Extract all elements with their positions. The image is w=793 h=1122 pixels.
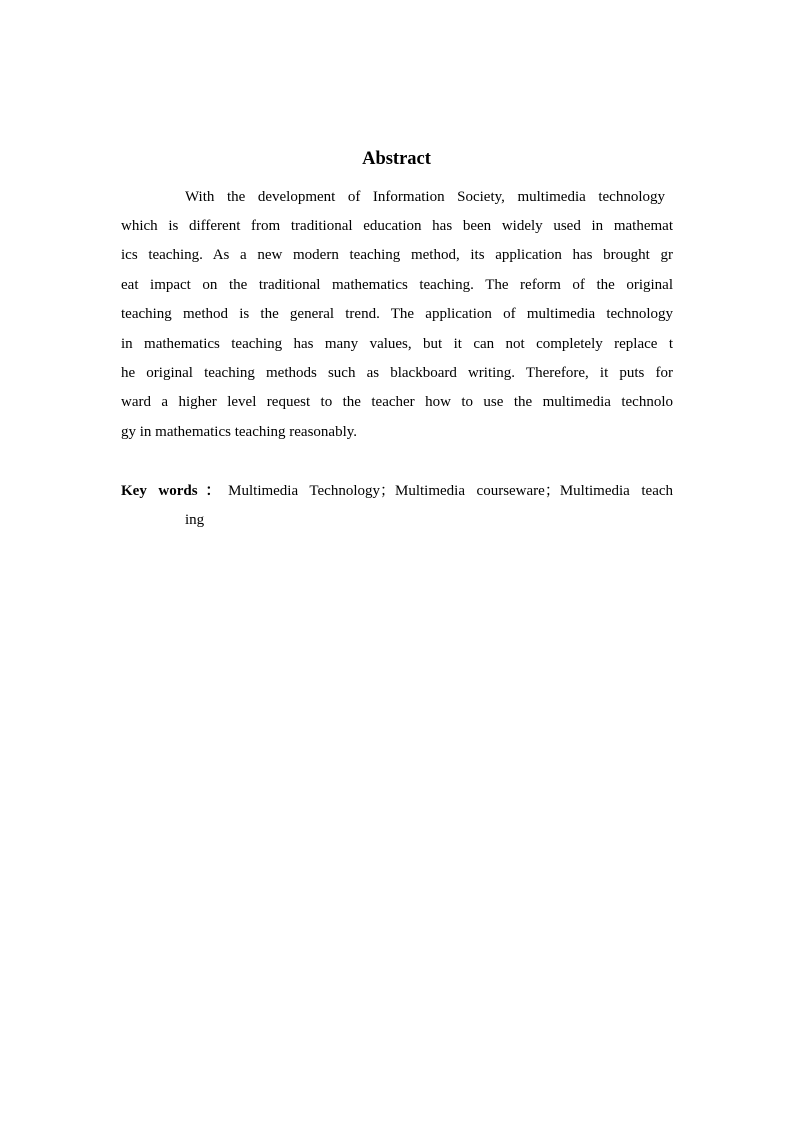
abstract-line: eat impact on the traditional mathematics teaching. The reform of the original [121, 277, 673, 293]
keywords-text: Multimedia Technology；Multimedia courseware；Multimedia teach [228, 483, 674, 499]
abstract-line: he original teaching methods such as blackboard writing. Therefore, it puts for [121, 365, 673, 381]
abstract-line: ward a higher level request to the teacher how to use the multimedia technolo [121, 394, 673, 410]
abstract-line: With the development of Information Society, multimedia technology [185, 189, 665, 205]
keywords-line [121, 481, 673, 501]
keywords-text-continued: ing [185, 512, 205, 528]
keywords-label: Key words： [121, 483, 229, 499]
abstract-line: which is different from traditional education has been widely used in mathemat [121, 218, 673, 234]
page-title: Abstract [362, 149, 431, 169]
abstract-line: teaching method is the general trend. The application of multimedia technology [121, 306, 673, 322]
abstract-line: in mathematics teaching has many values, but it can not completely replace t [121, 336, 673, 352]
abstract-line: ics teaching. As a new modern teaching method, its application has brought gr [121, 247, 673, 263]
abstract-line: gy in mathematics teaching reasonably. [121, 424, 358, 440]
